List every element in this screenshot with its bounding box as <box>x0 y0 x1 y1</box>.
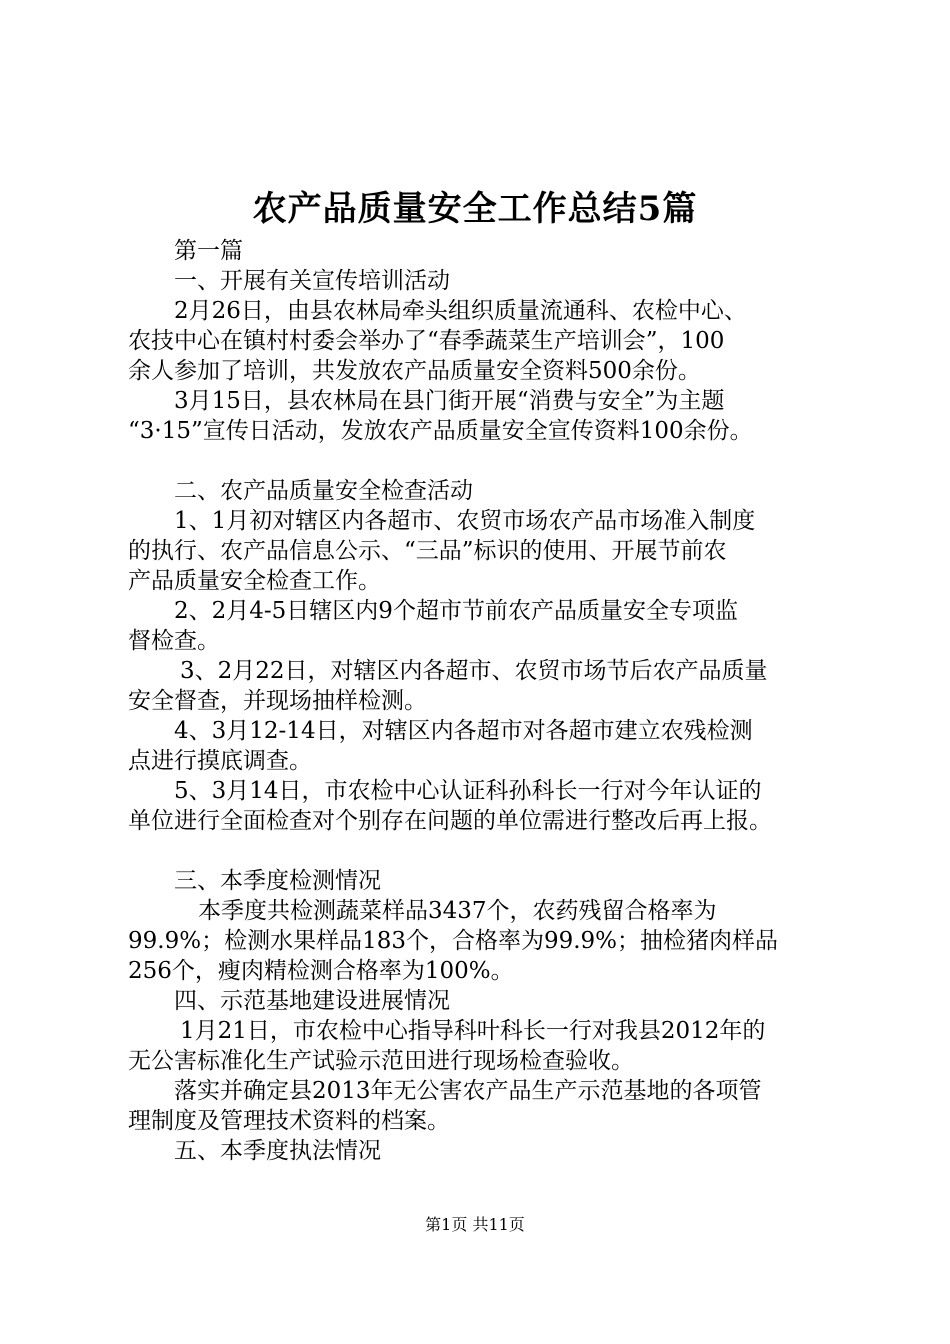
document-body <box>128 236 844 1166</box>
paragraph-line: 2、2月4-5日辖区内9个超市节前农产品质量安全专项监 <box>174 598 738 624</box>
paragraph-line: 256个，瘦肉精检测合格率为100%。 <box>128 958 514 984</box>
section-heading: 三、本季度检测情况 <box>174 868 381 894</box>
paragraph-line: 本季度共检测蔬菜样品3437个，农药残留合格率为 <box>198 898 717 924</box>
paragraph-line: 4、3月12-14日，对辖区内各超市对各超市建立农残检测 <box>174 718 753 744</box>
paragraph-line: 2月26日，由县农林局牵头组织质量流通科、农检中心、 <box>174 298 747 324</box>
page-footer: 第1页 共11页 <box>425 1215 525 1234</box>
paragraph-line: 无公害标准化生产试验示范田进行现场检查验收。 <box>128 1048 634 1074</box>
paragraph-line: 单位进行全面检查对个别存在问题的单位需进行整改后再上报。 <box>128 808 772 834</box>
paragraph-line: 余人参加了培训，共发放农产品质量安全资料500余份。 <box>128 358 701 384</box>
paragraph-line: 1月21日，市农检中心指导科叶科长一行对我县2012年的 <box>180 1018 766 1044</box>
paragraph-line: 落实并确定县2013年无公害农产品生产示范基地的各项管 <box>174 1078 762 1104</box>
paragraph-line: 3、2月22日，对辖区内各超市、农贸市场节后农产品质量 <box>180 658 768 684</box>
paragraph-line: 安全督查，并现场抽样检测。 <box>128 688 427 714</box>
blank-line <box>128 836 844 866</box>
section-heading: 二、农产品质量安全检查活动 <box>174 478 473 504</box>
paragraph-line: 99.9%；检测水果样品183个，合格率为99.9%；抽检猪肉样品 <box>128 928 779 954</box>
section-heading: 五、本季度执法情况 <box>174 1138 381 1164</box>
section-heading: 第一篇 <box>174 238 243 264</box>
paragraph-line: 点进行摸底调查。 <box>128 748 312 774</box>
document-title: 农产品质量安全工作总结5篇 <box>252 189 698 229</box>
paragraph-line: 1、1月初对辖区内各超市、农贸市场农产品市场准入制度 <box>174 508 756 534</box>
paragraph-line: “3·15”宣传日活动，发放农产品质量安全宣传资料100余份。 <box>128 418 753 444</box>
paragraph-line: 农技中心在镇村村委会举办了“春季蔬菜生产培训会”，100 <box>128 328 725 354</box>
paragraph-line: 理制度及管理技术资料的档案。 <box>128 1108 450 1134</box>
blank-line <box>128 446 844 476</box>
paragraph-line: 3月15日，县农林局在县门街开展“消费与安全”为主题 <box>174 388 725 414</box>
paragraph-line: 5、3月14日，市农检中心认证科孙科长一行对今年认证的 <box>174 778 762 804</box>
section-heading: 四、示范基地建设进展情况 <box>174 988 450 1014</box>
section-heading: 一、开展有关宣传培训活动 <box>174 268 450 294</box>
paragraph-line: 督检查。 <box>128 628 220 654</box>
paragraph-line: 的执行、农产品信息公示、“三品”标识的使用、开展节前农 <box>128 538 727 564</box>
paragraph-line: 产品质量安全检查工作。 <box>128 568 381 594</box>
